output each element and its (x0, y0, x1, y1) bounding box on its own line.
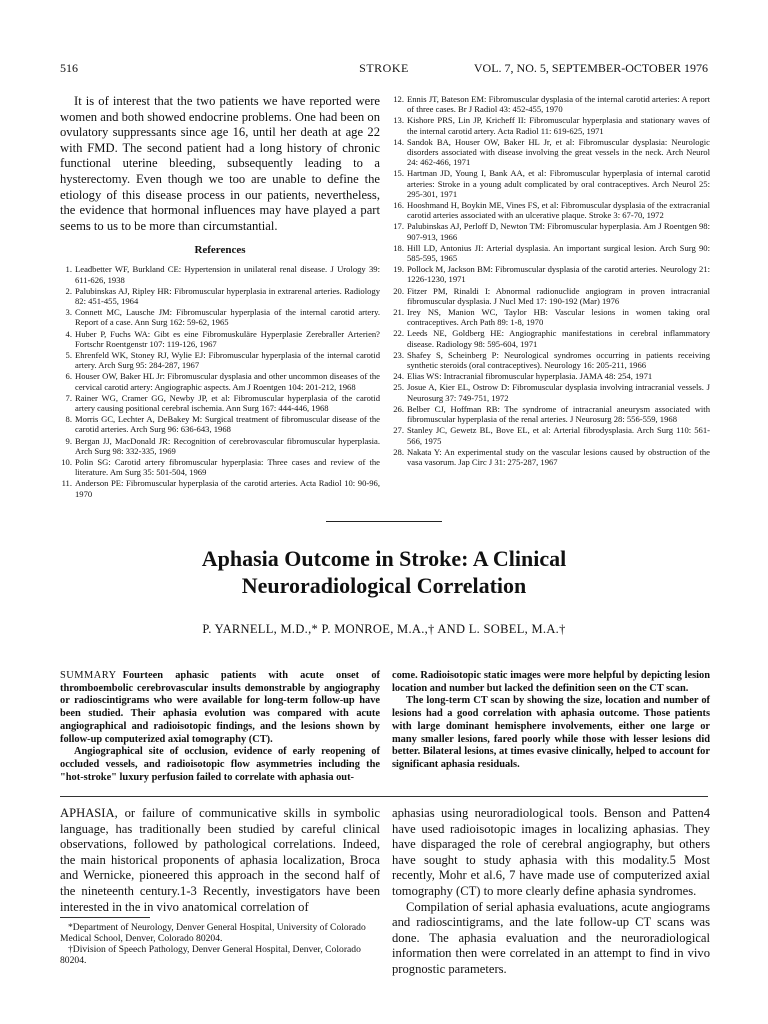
summary-left (60, 670, 380, 784)
page-number: 516 (60, 61, 78, 75)
reference-text: Elias WS: Intracranial fibromuscular hyperplasia. JAMA 48: 254, 1971 (407, 371, 653, 382)
summary-right (392, 670, 710, 772)
reference-item (392, 404, 710, 424)
reference-number: 6. (65, 371, 72, 382)
reference-item (60, 414, 380, 434)
reference-text: Morris GC, Lechter A, DeBakey M: Surgical treatment of fibromuscular disease of the carotid arteries. Arch Surg 96: 636-643, 1968 (75, 414, 380, 435)
reference-number: 26. (393, 403, 404, 414)
reference-text: Shafey S, Scheinberg P: Neurological syndromes occurring in patients receiving synthetic steroids (oral contraceptives). Neurology 16: 205-211, 1966 (407, 349, 710, 371)
article-title-line-2: Neuroradiological Correlation (241, 573, 527, 598)
summary-paragraph-1 (60, 670, 380, 746)
references-heading: References (194, 244, 246, 257)
reference-number: 8. (65, 414, 72, 425)
reference-text: Pollock M, Jackson BM: Fibromuscular dysplasia of the carotid arteries. Neurology 21: 1226-1230, 1971 (407, 264, 710, 285)
reference-number: 7. (65, 392, 72, 403)
reference-item (392, 286, 710, 306)
reference-number: 27. (393, 425, 404, 436)
top-right-column (392, 94, 710, 468)
references-list-left (60, 264, 380, 498)
intro-paragraph: It is of interest that the two patients we have reported were women and both showed endocrine problems. One had been on ovulatory suppressants since age 16, until her death at age 22 with FMD. The second patient had a long history of chronic functional uterine bleeding, subsequently leading to a hysterectomy. Even though we too are unable to define the etiology of this disease process in our patients, nevertheless, the evidence that hormonal influences may have played a part seems to us to be more than circumstantial. (60, 94, 380, 233)
summary-divider (60, 796, 708, 797)
reference-number: 28. (393, 446, 404, 457)
reference-item (392, 137, 710, 168)
footnote-1: *Department of Neurology, Denver General Hospital, University of Colorado Medical School, Denver, Colorado 80204. (60, 922, 366, 944)
reference-number: 22. (393, 328, 404, 339)
reference-item (392, 94, 710, 114)
reference-text: Sandok BA, Houser OW, Baker HL Jr, et al: Fibromuscular dysplasia: Neurologic disorders associated with disease involving the great vessels in the neck. Arch Neurol 24: 462-466, 1971 (407, 136, 710, 168)
reference-item (60, 393, 380, 413)
reference-text: Connett MC, Lausche JM: Fibromuscular hyperplasia of the internal carotid artery. Report of a case. Ann Surg 162: 59-62, 1965 (75, 307, 380, 328)
reference-text: Leadbetter WF, Burkland CE: Hypertension in unilateral renal disease. J Urology 39: 611-626, 1938 (75, 264, 380, 285)
reference-text: Fitzer PM, Rinaldi I: Abnormal radionuclide angiogram in proven intracranial fibromuscular dysplasia. J Nucl Med 17: 190-192 (Mar) 1976 (407, 285, 710, 306)
reference-text: Stanley JC, Gewetz BL, Bove EL, et al: Arterial fibrodysplasia. Arch Surg 110: 561-566, 1975 (407, 425, 710, 446)
article-title-line-1: Aphasia Outcome in Stroke: A Clinical (201, 546, 567, 571)
reference-text: Palubinskas AJ, Perloff D, Newton TM: Fibromuscular hyperplasia. Am J Roentgen 98: 907-913, 1966 (407, 221, 710, 242)
reference-text: Polin SG: Carotid artery fibromuscular hyperplasia: Three cases and review of the literature. Am Surg 35: 501-504, 1969 (75, 457, 380, 478)
reference-number: 15. (393, 168, 404, 179)
reference-item (392, 115, 710, 135)
reference-item (392, 200, 710, 220)
reference-number: 1. (65, 264, 72, 275)
body-paragraph-3: Compilation of serial aphasia evaluations, acute angiograms and radioscintigrams, and the late follow-up CT scans was done. The aphasia evaluation and the neuroradiological information then were correlated in an attempt to find in vivo prognostic parameters. (392, 899, 710, 976)
article-authors: P. YARNELL, M.D.,* P. MONROE, M.A.,† AND L. SOBEL, M.A.† (202, 622, 566, 636)
reference-text: Leeds NE, Goldberg HE: Angiographic manifestations in cerebral inflammatory disease. Radiology 98: 595-604, 1971 (407, 328, 710, 349)
reference-number: 9. (65, 435, 72, 446)
reference-text: Josue A, Kier EL, Ostrow D: Fibromuscular dysplasia involving intracranial vessels. J Neurosurg 37: 749-751, 1972 (407, 382, 710, 403)
reference-number: 19. (393, 264, 404, 275)
reference-text: Irey NS, Manion WC, Taylor HB: Vascular lesions in women taking oral contraceptives. Arch Path 89: 1-8, 1970 (407, 307, 710, 328)
reference-text: Ehrenfeld WK, Stoney RJ, Wylie EJ: Fibromuscular hyperplasia of the internal carotid artery. Arch Surg 95: 284-287, 1967 (75, 349, 380, 371)
reference-item (392, 328, 710, 348)
reference-text: Hartman JD, Young I, Bank AA, et al: Fibromuscular hyperplasia of internal carotid arteries: Stroke in a young adult complicated by oral contraceptives. Arch Neurol 25: 295-301, 1971 (407, 168, 710, 199)
body-paragraph-1: APHASIA, or failure of communicative skills in symbolic language, has traditionally been studied by careful clinical observations, followed by pathological correlations. Indeed, the main historical proponents of aphasia localization, Broca and Wernicke, pioneered this approach in the second half of the nineteenth century.1-3 Recently, investigators have been interested in the in vivo anatomical correlation of (60, 806, 380, 914)
footnote-2: †Division of Speech Pathology, Denver General Hospital, Denver, Colorado 80204. (60, 944, 361, 966)
reference-item (392, 350, 710, 370)
reference-number: 20. (393, 285, 404, 296)
summary-label: SUMMARY (60, 670, 117, 681)
section-divider (326, 521, 442, 522)
reference-number: 17. (393, 221, 404, 232)
reference-item (60, 329, 380, 349)
reference-item (392, 264, 710, 284)
reference-number: 4. (65, 328, 72, 339)
reference-text: Hooshmand H, Boykin ME, Vines FS, et al: Fibromuscular dysplasia of the extracranial carotid arteries associated with an ulcerative plaque. Stroke 3: 67-70, 1972 (407, 200, 710, 221)
running-header (60, 60, 708, 76)
summary-paragraph-2: Angiographical site of occlusion, evidence of early reopening of occluded vessels, and radioisotopic flow asymmetries including the "hot-stroke" luxury perfusion failed to correlate with aphasia out- (60, 746, 380, 783)
reference-item (392, 447, 710, 467)
summary-paragraph-4: The long-term CT scan by showing the size, location and number of lesions had a good correlation with aphasia outcome. Those patients with large dominant hemisphere involvements, either one large or many smaller lesions, fared poorly while those with lesser lesions did better. Bilateral lesions, at times evasive clinically, helped to account for significant aphasia residuals. (392, 695, 710, 770)
reference-item (60, 307, 380, 327)
reference-number: 13. (393, 115, 404, 126)
reference-number: 21. (393, 307, 404, 318)
reference-item (392, 382, 710, 402)
volume-info: VOL. 7, NO. 5, SEPTEMBER-OCTOBER 1976 (473, 61, 708, 75)
reference-item (60, 436, 380, 456)
footnote-divider (60, 917, 150, 918)
reference-number: 3. (65, 307, 72, 318)
reference-number: 14. (393, 136, 404, 147)
reference-text: Kishore PRS, Lin JP, Kricheff II: Fibromuscular hyperplasia and stationary waves of the internal carotid artery. Acta Radiol 11: 619-625, 1971 (407, 115, 710, 136)
footnotes (60, 922, 380, 966)
reference-item (60, 286, 380, 306)
summary-paragraph-3: come. Radioisotopic static images were more helpful by depicting lesion location and number but lacked the definition seen on the CT scan. (392, 670, 710, 694)
reference-item (60, 350, 380, 370)
reference-number: 23. (393, 349, 404, 360)
reference-number: 5. (65, 349, 72, 360)
article-title (60, 545, 708, 599)
reference-item (392, 307, 710, 327)
reference-text: Houser OW, Baker HL Jr: Fibromuscular dysplasia and other uncommon diseases of the cervical carotid artery: Angiographic aspects. Am J Roentgen 104: 201-212, 1968 (75, 371, 380, 392)
reference-number: 25. (393, 382, 404, 393)
reference-text: Hill LD, Antonius JI: Arterial dysplasia. An important surgical lesion. Arch Surg 90: 585-595, 1965 (407, 242, 710, 264)
body-right-column (392, 806, 710, 978)
reference-text: Rainer WG, Cramer GG, Newby JP, et al: Fibromuscular hyperplasia of the carotid artery causing positional cerebral ischemia. Ann Surg 167: 444-446, 1968 (75, 392, 380, 413)
reference-number: 11. (61, 478, 72, 489)
reference-text: Ennis JT, Bateson EM: Fibromuscular dysplasia of the internal carotid arteries: A report of three cases. Br J Radiol 43: 452-455, 1970 (407, 94, 710, 115)
reference-item (60, 371, 380, 391)
reference-number: 18. (393, 242, 404, 253)
references-list-right (392, 94, 710, 467)
body-left-column (60, 806, 380, 915)
reference-number: 24. (393, 371, 404, 382)
reference-item (60, 264, 380, 284)
reference-item (392, 371, 710, 381)
reference-number: 10. (61, 457, 72, 467)
reference-text: Bergan JJ, MacDonald JR: Recognition of cerebrovascular fibromuscular hyperplasia. Arch Surg 98: 332-335, 1969 (75, 435, 380, 456)
reference-text: Palubinskas AJ, Ripley HR: Fibromuscular hyperplasia in extrarenal arteries. Radiology 82: 451-455, 1964 (75, 285, 380, 306)
reference-item (392, 221, 710, 241)
reference-item (60, 457, 380, 477)
reference-item (60, 478, 380, 498)
summary-text-1: Fourteen aphasic patients with acute onset of thromboembolic cerebrovascular insults demonstrable by angiography or radioscintigrams who were available for long-term follow-up have been studied. Their aphasia evolution was compared with acute angiographical and radioisotopic findings, and the lesions shown by follow-up computerized axial tomography (CT). (60, 670, 380, 745)
reference-number: 16. (393, 200, 404, 211)
reference-number: 12. (393, 94, 404, 104)
reference-item (392, 243, 710, 263)
reference-text: Nakata Y: An experimental study on the vascular lesions caused by obstruction of the vasa vasorum. Jap Circ J 31: 275-287, 1967 (407, 446, 710, 467)
reference-number: 2. (65, 285, 72, 296)
reference-text: Huber P, Fuchs WA: Gibt es eine Fibromuskuläre Hyperplasie Zerebraller Arterien? Fortschr Roentgenstr 107: 119-126, 1967 (75, 328, 380, 349)
reference-text: Belber CJ, Hoffman RB: The syndrome of intracranial aneurysm associated with fibromuscular hyperplasia of the renal arteries. J Neurosurg 28: 556-559, 1968 (407, 403, 710, 425)
reference-item (392, 168, 710, 199)
journal-name: STROKE (359, 61, 409, 75)
top-left-column (60, 94, 380, 500)
reference-item (392, 425, 710, 445)
reference-text: Anderson PE: Fibromuscular hyperplasia of the carotid arteries. Acta Radiol 10: 90-96, 1970 (75, 478, 380, 499)
body-paragraph-2: aphasias using neuroradiological tools. Benson and Patten4 have used radioisotopic images in localizing aphasias. They have disparaged the role of cerebral angiography, but others have sought to study aphasia with this modality.5 Most recently, Mohr et al.6, 7 have made use of computerized axial tomography (CT) to more clearly define aphasia syndromes. (392, 806, 710, 898)
